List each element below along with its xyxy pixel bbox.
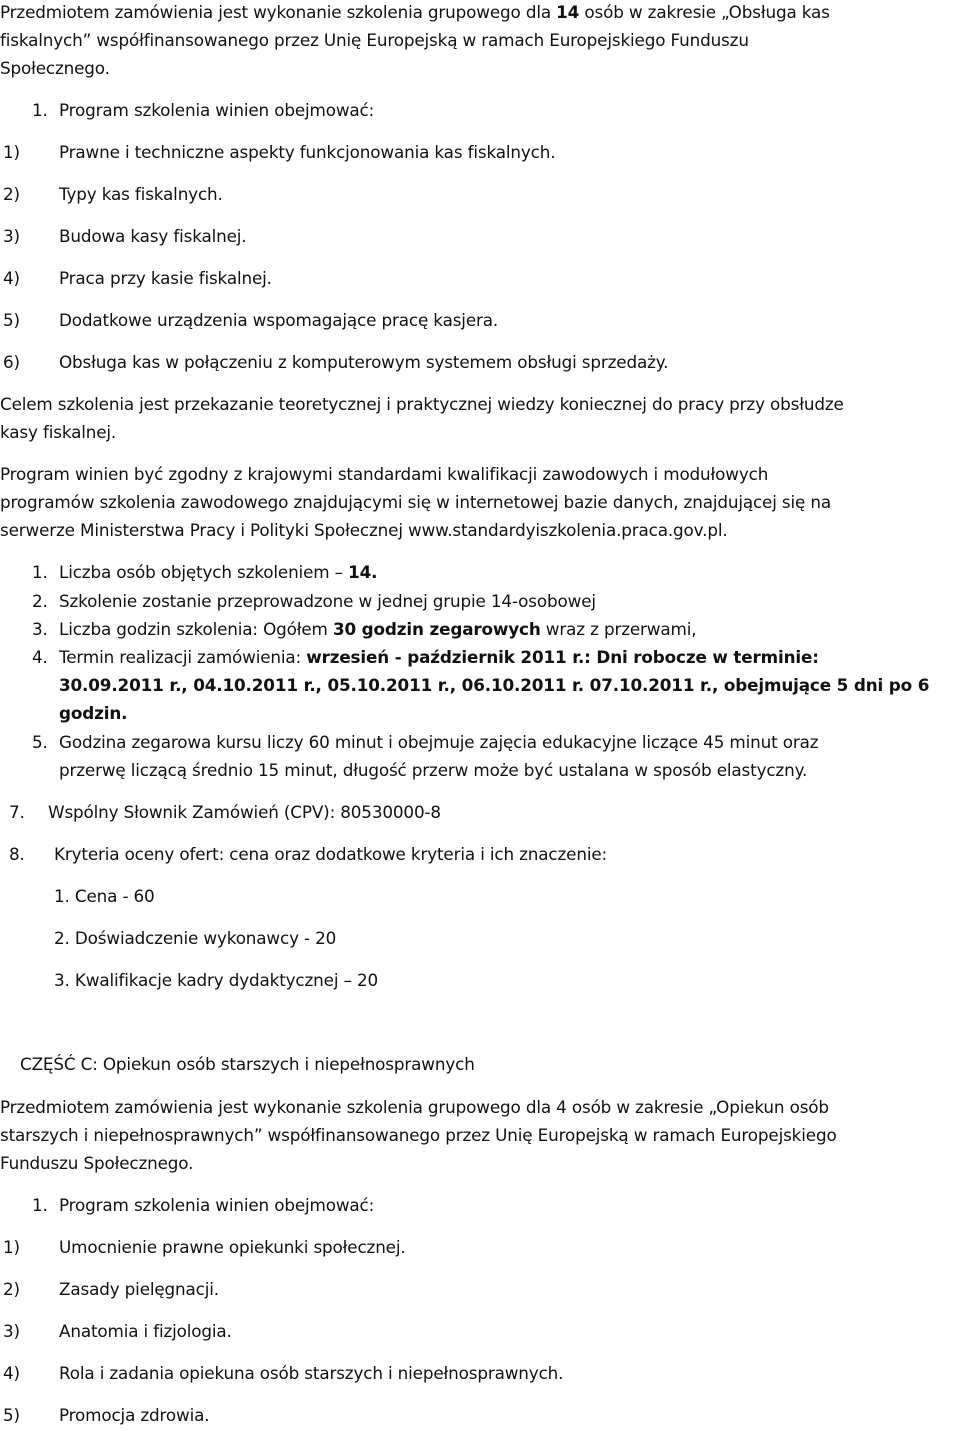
standards-line: serwerze Ministerstwa Pracy i Polityki Społecznej www.standardyiszkolenia.praca.gov.pl.	[0, 520, 728, 540]
goal-line: Celem szkolenia jest przekazanie teoretycznej i praktycznej wiedzy koniecznej do pracy przy obsłudze	[0, 394, 844, 414]
standards-line: programów szkolenia zawodowego znajdującymi się w internetowej bazie danych, znajdującej się na	[0, 492, 832, 512]
intro-line: Przedmiotem zamówienia jest wykonanie szkolenia grupowego dla 4 osób w zakresie „Opiekun osób	[0, 1097, 829, 1117]
intro-line: Funduszu Społecznego.	[0, 1153, 194, 1173]
participant-count: 14	[556, 2, 580, 22]
standards-line: Program winien być zgodny z krajowymi standardami kwalifikacji zawodowych i modułowych	[0, 464, 769, 484]
intro-line: Przedmiotem zamówienia jest wykonanie szkolenia grupowego dla 14 osób w zakresie „Obsługa kas	[0, 2, 830, 22]
intro-line: Społecznego.	[0, 58, 110, 78]
intro-line: fiskalnych” współfinansowanego przez Unię Europejską w ramach Europejskiego Funduszu	[0, 30, 749, 50]
intro-line: starszych i niepełnosprawnych” współfinansowanego przez Unię Europejską w ramach Europejskiego	[0, 1125, 837, 1145]
goal-line: kasy fiskalnej.	[0, 422, 117, 442]
